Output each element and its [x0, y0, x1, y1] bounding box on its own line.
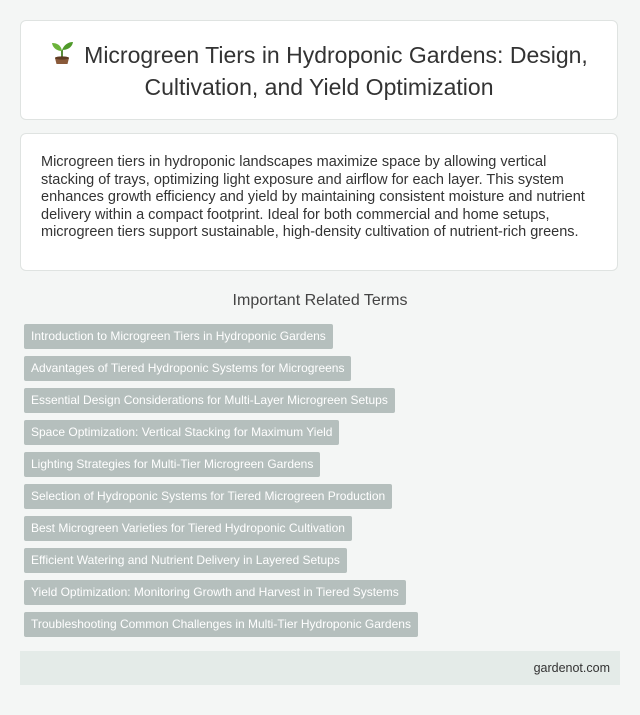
summary-text: Microgreen tiers in hydroponic landscapes maximize space by allowing vertical stacking of trays, optimizing light exposure and airflow for each layer. This system enhances growth efficiency and yield by maintaining consistent moisture and nutrient delivery within a compact footprint. Ideal for both commercial and home setups, microgreen tiers support sustainable, high-density cultivation of nutrient-rich greens. — [41, 154, 585, 240]
related-term-tag[interactable]: Yield Optimization: Monitoring Growth and Harvest in Tiered Systems — [24, 580, 406, 605]
related-term-tag[interactable]: Troubleshooting Common Challenges in Multi-Tier Hydroponic Gardens — [24, 612, 418, 637]
related-term-tag[interactable]: Introduction to Microgreen Tiers in Hydroponic Gardens — [24, 324, 333, 349]
related-term-tag[interactable]: Best Microgreen Varieties for Tiered Hydroponic Cultivation — [24, 516, 352, 541]
footer — [20, 651, 620, 685]
related-term-tag[interactable]: Selection of Hydroponic Systems for Tiered Microgreen Production — [24, 484, 392, 509]
seedling-icon — [50, 39, 74, 72]
title-card — [20, 20, 618, 120]
footer-site-link[interactable]: gardenot.com — [533, 661, 610, 675]
related-term-tag[interactable]: Lighting Strategies for Multi-Tier Microgreen Gardens — [24, 452, 320, 477]
related-terms-list — [24, 324, 624, 644]
page-title-text: Microgreen Tiers in Hydroponic Gardens: Design, Cultivation, and Yield Optimization — [84, 41, 588, 100]
related-term-tag[interactable]: Efficient Watering and Nutrient Delivery in Layered Setups — [24, 548, 347, 573]
summary-card — [20, 133, 618, 271]
related-term-tag[interactable]: Space Optimization: Vertical Stacking for Maximum Yield — [24, 420, 339, 445]
related-term-tag[interactable]: Advantages of Tiered Hydroponic Systems for Microgreens — [24, 356, 351, 381]
page-title — [49, 39, 589, 102]
related-term-tag[interactable]: Essential Design Considerations for Multi-Layer Microgreen Setups — [24, 388, 395, 413]
related-terms-heading: Important Related Terms — [232, 292, 408, 309]
